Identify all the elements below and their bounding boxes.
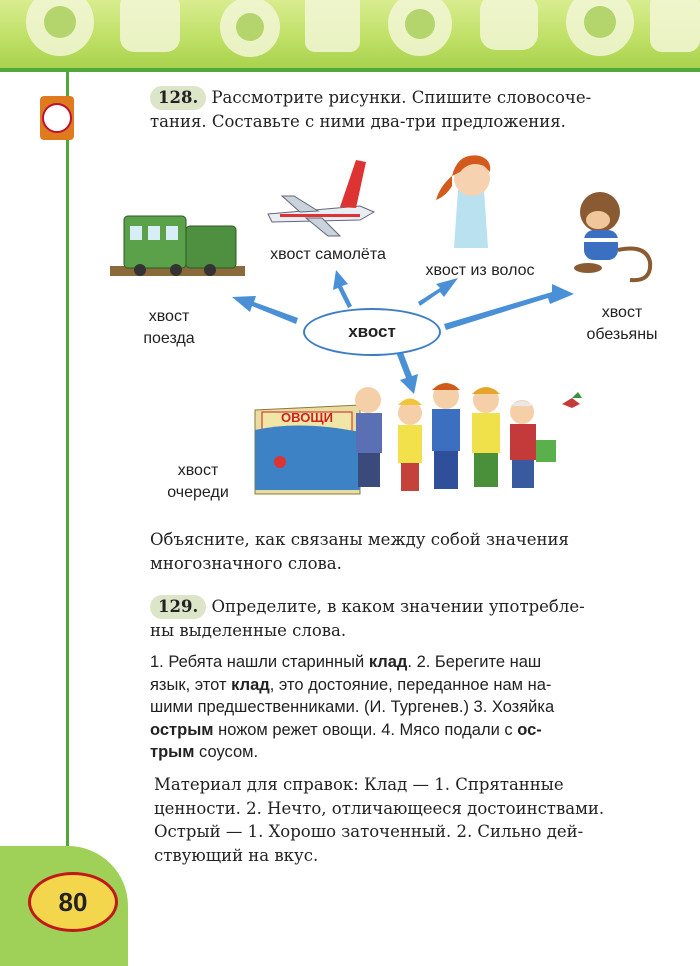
reference-material [154,773,684,867]
reference-line3: Острый — 1. Хорошо заточенный. 2. Сильно дей- [154,822,584,841]
exercise-line2 [150,674,670,697]
center-word-oval [303,308,441,356]
girl-illustration [436,155,490,248]
highlighted-word: трым [150,743,195,761]
exercise-text: , это достояние, переданное нам на- [269,675,552,694]
label-monkey-tail [562,302,682,346]
label-queue-tail [150,460,246,504]
task-128-text2: тания. Составьте с ними два-три предложения. [150,112,566,131]
exercise-text: соусом. [194,743,259,761]
highlighted-word: клад [368,653,408,671]
task-129-number: 129. [150,595,206,619]
task-128-text1: Рассмотрите рисунки. Спишите словосоче- [211,88,592,107]
reference-line4: ствующий на вкус. [154,845,319,865]
train-illustration [110,216,245,276]
page-number-badge [28,872,118,932]
highlighted-word: ос- [517,720,542,739]
task-129 [150,595,680,643]
reference-line2: ценности. 2. Нечто, отличающееся достоинствами. [154,798,605,818]
queue-illustration [255,383,582,494]
label-monkey-line2: обезьяны [586,326,658,343]
exercise-line3: шими предшественниками. (И. Тургенев.) 3. Хозяйка [150,698,555,716]
shop-sign: ОВОЩИ [281,410,333,425]
reference-line1: Материал для справок: Клад — 1. Спрятанные [154,775,564,794]
label-train-line2: поезда [143,330,195,347]
highlighted-word: клад [231,675,270,694]
airplane-illustration [268,160,374,236]
exercise-line4 [150,719,670,742]
task-129-text1: Определите, в каком значении употребле- [211,597,585,616]
label-hair-tail: хвост из волос [425,262,535,279]
task-129-line1 [150,595,680,619]
highlighted-word: острым [150,720,214,739]
explain-paragraph [150,528,680,576]
page-number: 80 [58,886,88,917]
label-queue-line1: хвост [177,462,219,479]
task-128-number: 128. [150,86,206,110]
label-monkey-line1: хвост [601,304,643,321]
exercise-text: язык, этот [150,675,232,694]
center-word: хвост [348,322,396,341]
explain-line1: Объясните, как связаны между собой значения [150,530,569,549]
exercise-sentences [150,651,670,764]
exercise-text: 1. Ребята нашли старинный [150,653,369,671]
exercise-text: ножом режет овощи. 4. Мясо подали с [213,720,518,739]
explain-line2: многозначного слова. [150,554,342,573]
exercise-line5 [150,741,670,764]
monkey-illustration [574,192,650,280]
exercise-line1 [150,651,670,674]
exercise-text: . 2. Берегите наш [407,653,542,671]
label-train-tail [124,306,214,350]
label-train-line1: хвост [148,308,190,325]
label-plane-tail: хвост самолёта [270,246,386,263]
task-129-text2: ны выделенные слова. [150,621,347,640]
label-queue-line2: очереди [167,484,229,501]
